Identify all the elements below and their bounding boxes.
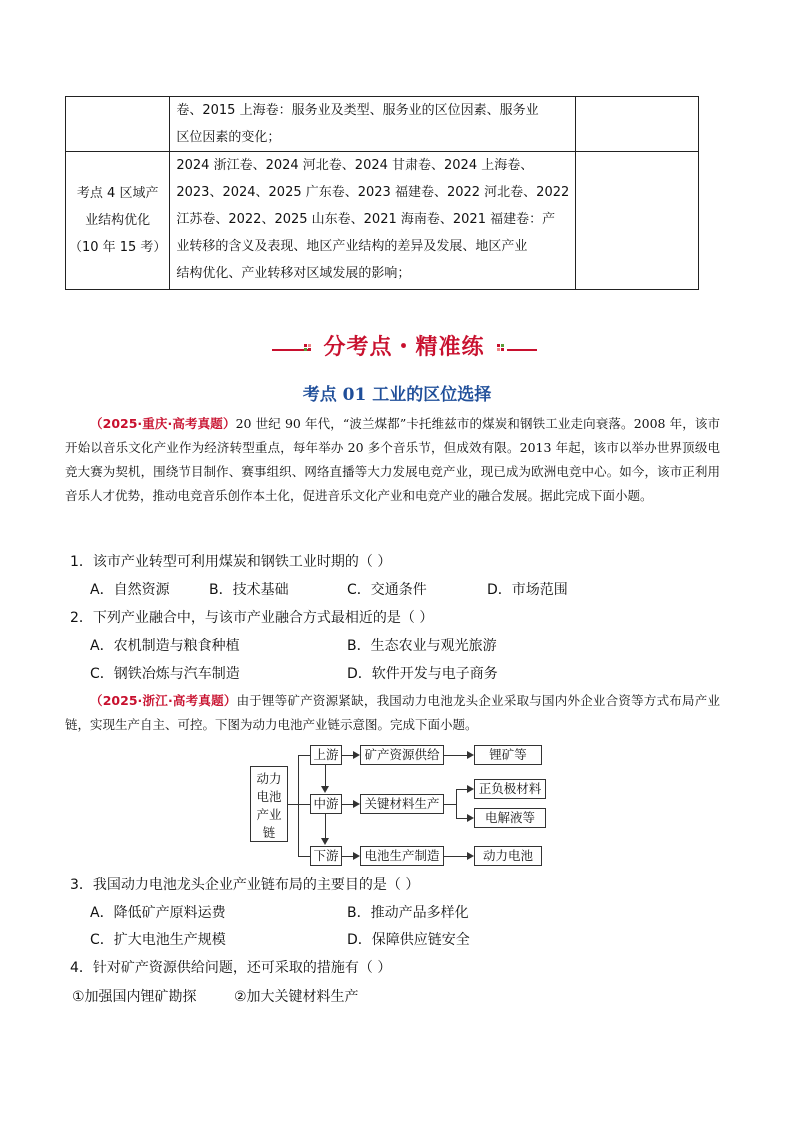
- cell-line: 结构优化、产业转移对区域发展的影响；: [176, 266, 411, 281]
- cell-line: 2024 浙江卷、2024 河北卷、2024 甘肃卷、2024 上海卷、: [176, 158, 534, 173]
- q1-option-a[interactable]: A．自然资源: [90, 582, 170, 598]
- connector: [444, 804, 456, 805]
- diagram-root-line: 链: [262, 825, 276, 840]
- passage-text: 20 世纪 90 年代，“波兰煤都”卡托维兹市的煤炭和钢铁工业走向衰落。2008 年，该市开始以音乐文化产业作为经济转型重点，每年举办 20 多个音乐节，但成效有限。2013 年起，该市以举办世界顶级电竞大赛为契机，围绕节目制作、赛事组织、网络直播等大力发展电竞产业，现已成为欧洲电竞中心。如今，该市正利用音乐人才优势，推动电竞音乐创作本土化，促进音乐文化产业和电竞产业的融合发展。据此完成下面小题。: [65, 416, 720, 503]
- passage-source: （2025·重庆·高考真题）: [90, 416, 236, 431]
- lithium-box: 锂矿等: [474, 745, 542, 765]
- q2-option-b[interactable]: B．生态农业与观光旅游: [347, 638, 497, 654]
- cell-line: 区位因素的变化；: [176, 130, 281, 145]
- syllabus-table: [65, 96, 699, 290]
- connector: [456, 789, 457, 818]
- cell-line: （10 年 15 考）: [68, 240, 167, 255]
- table-cell: [170, 152, 576, 290]
- connector: [298, 804, 310, 805]
- arrow-right-icon: [353, 800, 360, 808]
- mineral-supply-box: 矿产资源供给: [360, 745, 444, 765]
- passage-text: 由于锂等矿产资源紧缺，我国动力电池龙头企业采取与国内外企业合资等方式布局产业链，实现生产自主、可控。下图为动力电池产业链示意图。完成下面小题。: [65, 693, 720, 732]
- cell-line: 卷、2015 上海卷：服务业及类型、服务业的区位因素、服务业: [176, 103, 539, 118]
- connector: [456, 818, 467, 819]
- key-materials-box: 关键材料生产: [360, 794, 444, 814]
- table-row: [66, 97, 699, 152]
- arrow-right-icon: [467, 785, 474, 793]
- connector: [325, 765, 326, 787]
- q1-option-c[interactable]: C．交通条件: [347, 582, 427, 598]
- connector: [325, 814, 326, 839]
- downstream-box: 下游: [310, 846, 342, 866]
- q4-item-1: ①加强国内锂矿勘探: [72, 989, 197, 1005]
- banner-line-right: [507, 349, 537, 351]
- cell-line: 业转移的含义及表现、地区产业结构的差异及发展、地区产业: [176, 239, 528, 254]
- table-row: [66, 152, 699, 290]
- q1-option-d[interactable]: D．市场范围: [487, 582, 568, 598]
- q3-option-d[interactable]: D．保障供应链安全: [347, 932, 470, 948]
- question-1-stem: 1．该市产业转型可利用煤炭和钢铁工业时期的（ ）: [70, 554, 392, 570]
- connector: [342, 804, 353, 805]
- diagram-root-line: 动力: [256, 771, 282, 786]
- diagram-root-line: 产业: [256, 807, 282, 822]
- electrode-materials-box: 正负极材料: [474, 779, 546, 799]
- connector: [298, 755, 310, 756]
- question-2-stem: 2．下列产业融合中，与该市产业融合方式最相近的是（ ）: [70, 610, 434, 626]
- connector: [342, 856, 353, 857]
- arrow-right-icon: [467, 814, 474, 822]
- diagram-root-line: 电池: [256, 789, 282, 804]
- power-battery-box: 动力电池: [474, 846, 542, 866]
- connector: [444, 755, 467, 756]
- q4-item-2: ②加大关键材料生产: [234, 989, 359, 1005]
- connector: [342, 755, 353, 756]
- battery-manufacture-box: 电池生产制造: [360, 846, 444, 866]
- table-cell: [66, 97, 170, 152]
- q3-option-b[interactable]: B．推动产品多样化: [347, 905, 469, 921]
- table-cell: [576, 152, 699, 290]
- connector: [444, 856, 467, 857]
- connector: [298, 755, 299, 856]
- banner-ornament-left: [304, 344, 312, 352]
- passage-2: [65, 689, 720, 737]
- arrow-down-icon: [321, 838, 329, 845]
- question-4-stem: 4．针对矿产资源供给问题，还可采取的措施有（ ）: [70, 960, 392, 976]
- connector: [288, 804, 298, 805]
- q3-option-a[interactable]: A．降低矿产原料运费: [90, 905, 226, 921]
- cell-line: 考点 4 区域产: [76, 186, 159, 201]
- connector: [298, 856, 310, 857]
- cell-line: 2023、2024、2025 广东卷、2023 福建卷、2022 河北卷、2022: [176, 185, 570, 200]
- arrow-right-icon: [467, 751, 474, 759]
- q2-option-a[interactable]: A．农机制造与粮食种植: [90, 638, 240, 654]
- connector: [456, 789, 467, 790]
- q2-option-c[interactable]: C．钢铁冶炼与汽车制造: [90, 666, 240, 682]
- q1-option-b[interactable]: B．技术基础: [209, 582, 289, 598]
- table-cell: [576, 97, 699, 152]
- electrolyte-box: 电解液等: [474, 808, 546, 828]
- q3-option-c[interactable]: C．扩大电池生产规模: [90, 932, 226, 948]
- q2-option-d[interactable]: D．软件开发与电子商务: [347, 666, 498, 682]
- section-banner: [0, 330, 794, 360]
- banner-ornament-right: [497, 344, 505, 352]
- upstream-box: 上游: [310, 745, 342, 765]
- section-title: 分考点・精准练: [323, 335, 485, 360]
- table-cell: [170, 97, 576, 152]
- passage-source: （2025·浙江·高考真题）: [90, 693, 237, 708]
- arrow-down-icon: [321, 786, 329, 793]
- arrow-right-icon: [353, 751, 360, 759]
- arrow-right-icon: [467, 852, 474, 860]
- cell-line: 江苏卷、2022、2025 山东卷、2021 海南卷、2021 福建卷：产: [176, 212, 556, 227]
- arrow-right-icon: [353, 852, 360, 860]
- midstream-box: 中游: [310, 794, 342, 814]
- cell-line: 业结构优化: [85, 213, 151, 228]
- question-3-stem: 3．我国动力电池龙头企业产业链布局的主要目的是（ ）: [70, 877, 420, 893]
- diagram-root-box: [250, 766, 288, 842]
- table-cell: [66, 152, 170, 290]
- topic-title: 考点 01 工业的区位选择: [302, 385, 492, 405]
- passage-1: [65, 412, 720, 508]
